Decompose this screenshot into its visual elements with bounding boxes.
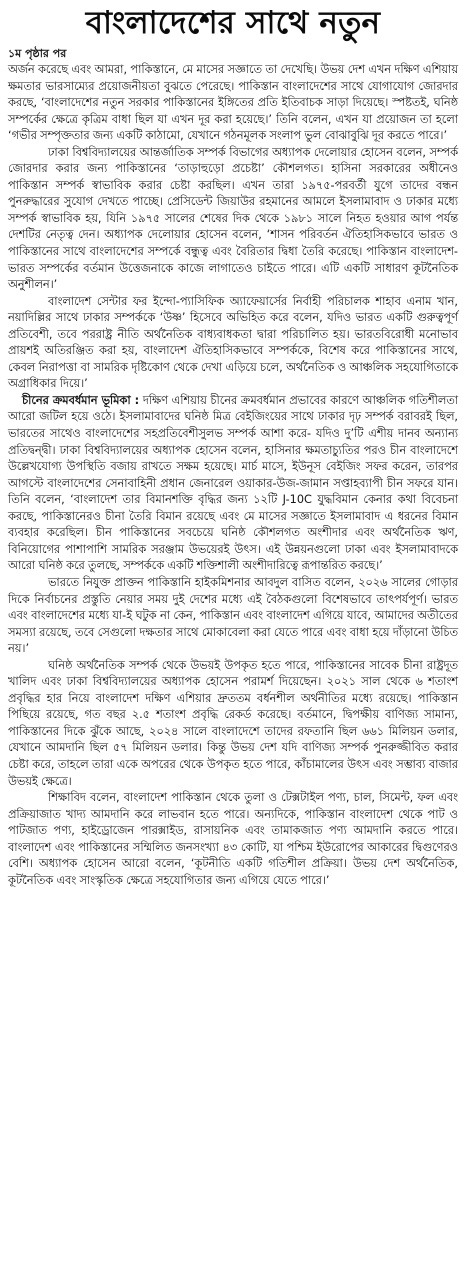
paragraph-4 bbox=[8, 393, 458, 575]
article-body bbox=[8, 62, 458, 889]
paragraph-6: ঘনিষ্ঠ অর্থনৈতিক সম্পর্ক থেকে উভয়ই উপকৃত হতে পারে, পাকিস্তানের সাবেক চীনা রাষ্ট্রদূত খালিদ এবং ঢাকা বিশ্ববিদ্যালয়ের অধ্যাপক হোসেন পরামর্শ দিয়েছেন। ২০২১ সাল থেকে ৬ শতাংশ প্রবৃদ্ধির হার নিয়ে বাংলাদেশ দক্ষিণ এশিয়ার দ্রুততম বর্ধনশীল অর্থনীতির মধ্যে রয়েছে। পাকিস্তান পিছিয়ে রয়েছে, গত বছর ২.৫ শতাংশ প্রবৃদ্ধি রেকর্ড করেছে। বর্তমানে, দ্বিপক্ষীয় বাণিজ্য সামান্য, পাকিস্তানের দিকে ঝুঁকে আছে, ২০২৪ সালে বাংলাদেশে তাদের রফতানি ছিল ৬৬১ মিলিয়ন ডলার, যেখানে আমদানি ছিল ৫৭ মিলিয়ন ডলার। কিন্তু উভয় দেশ যদি বাণিজ্য সম্পর্ক পুনরুজ্জীবিত করার চেষ্টা করে, তাহলে তারা একে অপরের থেকে উপকৃত হতে পারে, কাঁচামালের উৎস এবং সম্ভাব্য বাজার উভয়ই ক্ষেত্রে। bbox=[8, 658, 458, 788]
section-subhead: চীনের ক্রমবর্ধমান ভূমিকা : bbox=[22, 393, 140, 407]
paragraph-1: অর্জন করেছে এবং আমরা, পাকিস্তানে, মে মাসের সজ্ঞাতে তা দেখেছি। উভয় দেশ এখন দক্ষিণ এশিয়ায় ক্ষমতার ভারসাম্যের প্রয়োজনীয়তা বুঝতে পেরেছে। পাকিস্তান বাংলাদেশের সাথে যোগাযোগ জোরদার করছে, ‘বাংলাদেশের নতুন সরকার পাকিস্তানের ইঙ্গিতের প্রতি ইতিবাচক সাড়া দিয়েছে। স্পষ্টতই, ঘনিষ্ঠ সম্পর্কের ক্ষেত্রে কৃত্রিম বাধা ছিল যা এখন দূর করা হয়েছে।’ তিনি বলেন, এখন যা প্রয়োজন তা হলো ‘গভীর সম্পৃক্ততার জন্য একটি কাঠামো, যেখানে গঠনমূলক সংলাপ ভুল বোঝাবুঝি দূর করতে পারে।’ bbox=[8, 63, 458, 143]
paragraph-3: বাংলাদেশ সেন্টার ফর ইন্দো-প্যাসিফিক অ্যাফেয়ার্সের নির্বাহী পরিচালক শাহাব এনাম খান, নয়াদিল্লির সাথে ঢাকার সম্পর্ককে ‘উষ্ণ’ হিসেবে অভিহিত করে বলেন, যদিও ভারত একটি গুরুত্বপূর্ণ প্রতিবেশী, তবে পররাষ্ট্র নীতি অর্থনৈতিক বাধ্যবাধকতা দ্বারা পরিচালিত হয়। ভারতবিরোধী মনোভাব প্রায়শই অতিরঞ্জিত করা হয়, বাংলাদেশ ঐতিহাসিকভাবে সম্পর্ককে, বিশেষ করে পাকিস্তানের সাথে, কেবল নিরাপত্তা বা সামরিক দৃষ্টিকোণ থেকে দেখা এড়িয়ে চলে, অর্থনৈতিক ও আঞ্চলিক সহযোগিতাকে অগ্রাধিকার দিয়ে।’ bbox=[8, 294, 458, 391]
paragraph-7: শিক্ষাবিদ বলেন, বাংলাদেশ পাকিস্তান থেকে তুলা ও টেক্সটাইল পণ্য, চাল, সিমেন্ট, ফল এবং প্রক্রিয়াজাত খাদ্য আমদানি করে লাভবান হতে পারে। অন্যদিকে, পাকিস্তান বাংলাদেশ থেকে পাট ও পাটজাত পণ্য, হাইড্রোজেন পারক্সাইড, রাসায়নিক এবং তামাকজাত পণ্য আমদানি করতে পারে। বাংলাদেশ এবং পাকিস্তানের সম্মিলিত জনসংখ্যা ৪৩ কোটি, যা পশ্চিম ইউরোপের আকারের দ্বিগুণেরও বেশি। অধ্যাপক হোসেন আরো বলেন, ‘কূটনীতি একটি গতিশীল প্রক্রিয়া। উভয় দেশ অর্থনৈতিক, কূটনৈতিক এবং সাংস্কৃতিক ক্ষেত্রে সহযোগিতার জন্য এগিয়ে যেতে পারে।’ bbox=[8, 791, 458, 887]
paragraph-2: ঢাকা বিশ্ববিদ্যালয়ের আন্তর্জাতিক সম্পর্ক বিভাগের অধ্যাপক দেলোয়ার হোসেন বলেন, সম্পর্ক জোরদার করার জন্য পাকিস্তানের ‘তাড়াহুড়ো প্রচেষ্টা’ কৌশলগত। হাসিনা সরকারের অধীনেও পাকিস্তান সম্পর্ক স্বাভাবিক করার চেষ্টা করছিল। এখন তারা ১৯৭৫-পরবর্তী যুগে তাদের বন্ধন পুনরুদ্ধারের সুযোগ দেখতে পাচ্ছে। প্রেসিডেন্ট জিয়াউর রহমানের আমলে ইসলামাবাদ ও ঢাকার মধ্যে সম্পর্ক স্বাভাবিক হয়, যিনি ১৯৭৫ সালের শেষের দিক থেকে ১৯৮১ সালে নিহত হওয়ার আগ পর্যন্ত দেশটির নেতৃত্ব দেন। অধ্যাপক দেলোয়ার হোসেন বলেন, ‘শাসন পরিবর্তন ঐতিহাসিকভাবে ভারত ও পাকিস্তানের সাথে বাংলাদেশের সম্পর্কে বন্ধুত্ব এবং বৈরিতার দ্বিধা তৈরি করেছে। পাকিস্তান বাংলাদেশ-ভারত সম্পর্কের বর্তমান উত্তেজনাকে কাজে লাগাতেও চাইতে পারে। এটি একটি সাধারণ কূটনৈতিক অনুশীলন।’ bbox=[8, 145, 458, 292]
paragraph-5: ভারতে নিযুক্ত প্রাক্তন পাকিস্তানি হাইকমিশনার আবদুল বাসিত বলেন, ২০২৬ সালের গোড়ার দিকে নির্বাচনের প্রস্তুতি নেয়ার সময় দুই দেশের মধ্যে এই বৈঠকগুলো বিশেষভাবে তাৎপর্যপূর্ণ। ভারত এবং বাংলাদেশের মধ্যে যা-ই ঘটুক না কেন, পাকিস্তান এবং বাংলাদেশ এগিয়ে যাবে, আমাদের অতীতের সমস্যা রয়েছে, তবে সেগুলো দক্ষতার সাথে মোকাবেলা করা যেতে পারে এবং বাধা হয়ে দাঁড়ানো উচিত নয়।’ bbox=[8, 575, 458, 656]
continued-from-label: ১ম পৃষ্ঠার পর bbox=[8, 47, 67, 60]
headline: বাংলাদেশের সাথে নতুন bbox=[85, 5, 381, 41]
paragraph-4-text: দক্ষিণ এশিয়ায় চীনের ক্রমবর্ধমান প্রভাবের কারণে আঞ্চলিক গতিশীলতা আরো জটিল হয়ে ওঠে। ইসলামাবাদের ঘনিষ্ঠ মিত্র বেইজিংয়ের সাথে ঢাকার দৃঢ় সম্পর্ক বরাবরই ছিল, ভারতের সাথেও বাংলাদেশের সহপ্রতিবেশীসুলভ সম্পর্ক আশা করে- যদিও দু’টি এশীয় দানব অন্যান্য প্রতিদ্বন্দ্বী। ঢাকা বিশ্ববিদ্যালয়ের অধ্যাপক হোসেন বলেন, হাসিনার ক্ষমতাচ্যুতির পরও চীন বাংলাদেশে উল্লেখযোগ্য উপস্থিতি বজায় রাখতে সক্ষম হয়েছে। মার্চ মাসে, ইউনূস বেইজিং সফর করেন, তারপর আগস্টে বাংলাদেশের সেনাবাহিনী প্রধান জেনারেল ওয়াকার-উজ-জামান সপ্তাহব্যাপী চীন সফরে যান। তিনি বলেন, ‘বাংলাদেশ তার বিমানশক্তি বৃদ্ধির জন্য ১২টি J-10C যুদ্ধবিমান কেনার কথা বিবেচনা করছে, পাকিস্তানেরও চীনা তৈরি বিমান রয়েছে এবং মে মাসের সজ্ঞাতে ইসলামাবাদ এ ধরনের বিমান ব্যবহার করেছিল। চীন পাকিস্তানের সবচেয়ে ঘনিষ্ঠ কৌশলগত অংশীদার এবং অর্থনৈতিক ঋণ, বিনিয়োগের পাশাপাশি সামরিক সরঞ্জাম উভয়েরই উৎস। এই উন্নয়নগুলো ঢাকা এবং ইসলামাবাদকে আরো ঘনিষ্ঠ করে তুলছে, সম্পর্ককে একটি শক্তিশালী অংশীদারিত্বে রূপান্তরিত করছে।’ bbox=[8, 393, 458, 573]
